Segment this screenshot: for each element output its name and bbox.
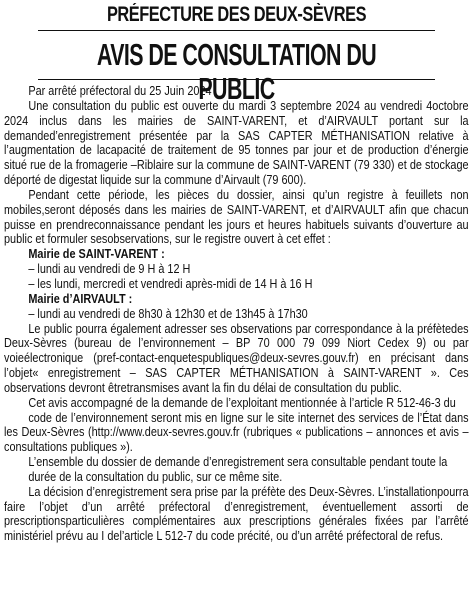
notice-text [4, 84, 469, 544]
paragraph-decree: Par arrêté préfectoral du 25 Juin 2024 [28, 84, 212, 98]
prefecture-heading: PRÉFECTURE DES DEUX-SÈVRES [106, 3, 367, 26]
mairie-saint-varent-hours-2: – les lundi, mercredi et vendredi après-midi de 14 H à 16 H [28, 276, 313, 291]
mairie-airvault-heading: Mairie d’AIRVAULT : [28, 291, 133, 306]
mairie-saint-varent-hours-1: – lundi au vendredi de 9 H à 12 H [28, 262, 191, 277]
paragraph-online-a: Cet avis accompagné de la demande de l’exploitant mentionnée à l’article R 512-46-3 du [28, 395, 456, 410]
paragraph-consultation: Une consultation du public est ouverte du mardi 3 septembre 2024 au vendredi 4octobre 2024 inclus dans les mairies de SAINT-VARENT, et d’AIRVAULT portant sur la demanded’enregistrement présentée par la SAS CAPTER MÉTHANISATION relative à l’augmentation de lacapacité de traitement de 95 tonnes par jour et de production d’énergie situé rue de la fromagerie –Riblaire sur la commune de SAINT-VARENT (79 330) et de stockage déporté de digestat liquide sur la commune d’Airvault (79 600). [4, 98, 469, 188]
paragraph-observations: Le public pourra également adresser ses observations par correspondance à la préfètedes Deux-Sèvres (bureau de l’environnement – BP 70 000 79 099 Niort Cedex 9) ou par voieélectronique (pref-contact-enquetespubliques@deux-sevres.gouv.fr) en précisant dans l’objet« enregistrement – SAS CAPTER MÉTHANISATION à SAINT-VARENT ». Ces observations devront êtretransmises avant la fin du délai de consultation du public. [4, 321, 469, 395]
header-divider-bottom [38, 79, 435, 80]
paragraph-dossier-a: L’ensemble du dossier de demande d’enregistrement sera consultable pendant toute la [28, 455, 448, 470]
notice-body [4, 84, 469, 544]
header-divider-top [38, 30, 435, 31]
paragraph-decision: La décision d’enregistrement sera prise par la préfète des Deux-Sèvres. L’installationpourra faire l’objet d’un arrêté préfectoral d’enregistrement, éventuellement assorti de prescriptionsparticulières complémentaires aux prescriptions générales fixées par l’arrêté ministériel prévu au I del’article L 512-7 du code précité, ou d’un arrêté préfectoral de refus. [4, 484, 469, 544]
mairie-airvault-hours: – lundi au vendredi de 8h30 à 12h30 et de 13h45 à 17h30 [28, 306, 308, 321]
notice-title: AVIS DE CONSULTATION DU PUBLIC [96, 37, 377, 106]
paragraph-registry: Pendant cette période, les pièces du dossier, ainsi qu’un registre à feuillets non mobiles,seront déposés dans les mairies de SAINT-VARENT, et d’AIRVAULT afin que chacun puisse en prendreconnaissance pendant les jours et heures habituels suivants d’ouverture au public et formuler sesobservations, sur le registre ouvert à cet effet : [4, 187, 469, 247]
paragraph-dossier-b: durée de la consultation du public, sur ce même site. [28, 469, 283, 484]
paragraph-online-b: code de l’environnement seront mis en ligne sur le site internet des services de l’État dans les Deux-Sèvres (http://www.deux-sevres.gouv.fr (rubriques « publications – annonces et avis – consultations publiques »). [4, 410, 469, 455]
mairie-saint-varent-heading: Mairie de SAINT-VARENT : [28, 247, 165, 262]
